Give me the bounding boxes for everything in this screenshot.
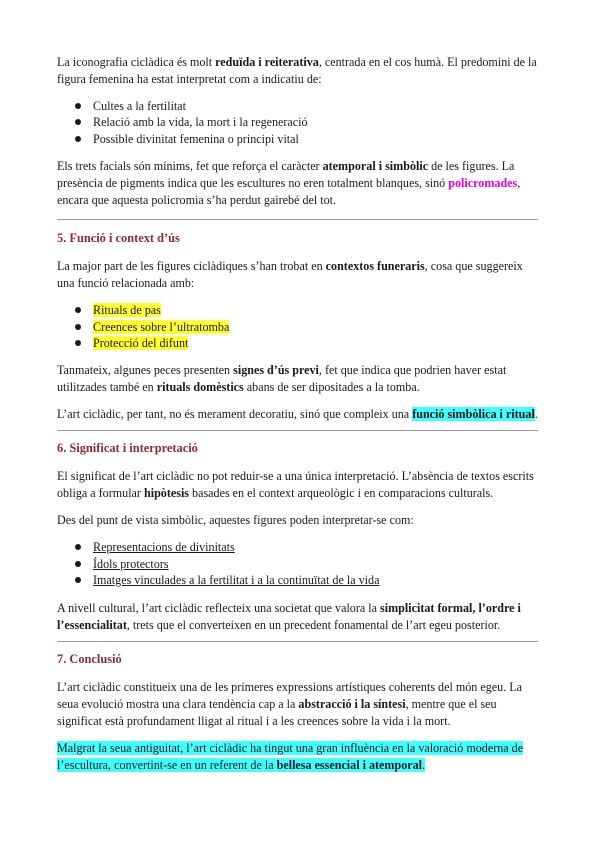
text: La major part de les figures ciclàdiques s’han trobat en <box>57 259 326 274</box>
s5-paragraph-1 <box>57 258 538 292</box>
bold-text: reduïda i reiterativa <box>215 55 319 69</box>
list-item-text: Cultes a la fertilitat <box>93 99 187 113</box>
bullet-icon <box>75 561 81 567</box>
text: , centrada en el cos humà. El predomini de la figura femenina ha estat interpretat com a indicatiu de: <box>57 55 537 86</box>
bullet-icon <box>75 136 81 142</box>
bold-text: rituals domèstics <box>156 380 244 395</box>
text: , encara que aquesta policromia s’ha perdut gairebé del tot. <box>57 176 521 208</box>
highlighted-list-item-text: Protecció del difunt <box>93 336 189 351</box>
s6-paragraph-2: Des del punt de vista simbòlic, aquestes figures poden interpretar-se com: <box>57 513 414 528</box>
s6-paragraph-1 <box>57 468 538 502</box>
text: La iconografia ciclàdica és molt <box>57 55 216 69</box>
list-item-text: Possible divinitat femenina o principi vital <box>93 131 299 146</box>
bullet-icon <box>75 577 81 583</box>
text: . <box>534 407 538 422</box>
underlined-list-item-text: Representacions de divinitats <box>93 540 235 555</box>
intro-paragraph-2 <box>57 158 538 209</box>
s7-paragraph-1 <box>57 679 538 730</box>
s6-bullet-list <box>57 539 538 588</box>
bold-text: hipòtesis <box>143 486 190 501</box>
list-item-text: Relació amb la vida, la mort i la regeneració <box>93 115 308 130</box>
highlighted-bold-text: funció simbòlica i ritual <box>412 407 535 422</box>
s5-paragraph-3 <box>57 406 538 423</box>
list-item <box>57 572 538 588</box>
text: , trets que el converteixen en un precedent fonamental de l’art egeu posterior. <box>126 617 501 632</box>
text: El significat de l’art ciclàdic no pot reduir-se a una única interpretació. L’absència de textos escrits obliga a formular <box>57 469 534 501</box>
s5-paragraph-2 <box>57 362 538 396</box>
list-item <box>57 335 538 351</box>
text: de les figures. La presència de pigments indica que les escultures no eren totalment blanques, sinó <box>57 159 515 191</box>
bold-text: bellesa essencial i atemporal <box>276 757 423 772</box>
section-heading-7: 7. Conclusió <box>57 651 122 666</box>
bullet-icon <box>75 544 81 550</box>
intro-bullet-list <box>57 98 538 147</box>
text: Malgrat la seua antiguitat, l’art ciclàdic ha tingut una gran influència en la valoració moderna de l’escultura, convertint-se en un referent de la <box>57 740 524 772</box>
text: A nivell cultural, l’art ciclàdic reflecteix una societat que valora la <box>57 600 381 615</box>
bold-text: abstracció i la síntesi <box>298 696 406 711</box>
section-heading-5: 5. Funció i context d’ús <box>57 231 180 246</box>
s7-paragraph-2 <box>57 740 538 774</box>
highlighted-paragraph <box>57 741 523 772</box>
text: basades en el context arqueològic i en comparacions culturals. <box>189 486 494 501</box>
text: , fet que indica que podrien haver estat utilitzades també en <box>57 363 507 395</box>
section-heading-6: 6. Significat i interpretació <box>57 441 198 456</box>
underlined-list-item-text: Ídols protectors <box>93 556 169 571</box>
bold-text: contextos funeraris <box>325 259 425 274</box>
intro-paragraph <box>57 54 538 88</box>
text: , mentre que el seu significat està profundament lligat al ritual i a les creences sobre la vida i la mort. <box>57 696 497 728</box>
bold-text: signes d’ús previ <box>233 363 319 378</box>
pink-bold-text: policromades <box>448 176 518 191</box>
list-item <box>57 114 538 130</box>
bold-text: atemporal i simbòlic <box>322 159 429 174</box>
text: L’art ciclàdic, per tant, no és merament decoratiu, sinó que compleix una <box>57 407 413 422</box>
text: Els trets facials són mínims, fet que reforça el caràcter <box>57 159 323 174</box>
text: , cosa que suggereix una funció relacionada amb: <box>57 259 523 291</box>
list-item <box>57 539 538 555</box>
highlighted-list-item-text: Rituals de pas <box>93 303 161 318</box>
s6-paragraph-3 <box>57 600 538 634</box>
list-item <box>57 302 538 318</box>
text: abans de ser dipositades a la tomba. <box>243 380 420 395</box>
list-item <box>57 319 538 335</box>
list-item <box>57 556 538 572</box>
s5-bullet-list <box>57 302 538 351</box>
highlighted-list-item-text: Creences sobre l’ultratomba <box>93 319 230 334</box>
text: . <box>422 757 426 772</box>
bullet-icon <box>75 340 81 346</box>
bullet-icon <box>75 324 81 330</box>
bold-text: simplicitat formal, l’ordre i l’essencialitat <box>57 600 521 632</box>
text: L’art ciclàdic constitueix una de les primeres expressions artístiques coherents del món egeu. La seua evolució mostra una clara tendència cap a la <box>57 679 523 711</box>
underlined-list-item-text: Imatges vinculades a la fertilitat i a la continuïtat de la vida <box>93 573 380 588</box>
list-item <box>57 131 538 147</box>
list-item <box>57 98 538 114</box>
text: Tanmateix, algunes peces presenten <box>57 363 234 378</box>
bullet-icon <box>75 103 81 109</box>
bullet-icon <box>75 307 81 313</box>
bullet-icon <box>75 119 81 125</box>
